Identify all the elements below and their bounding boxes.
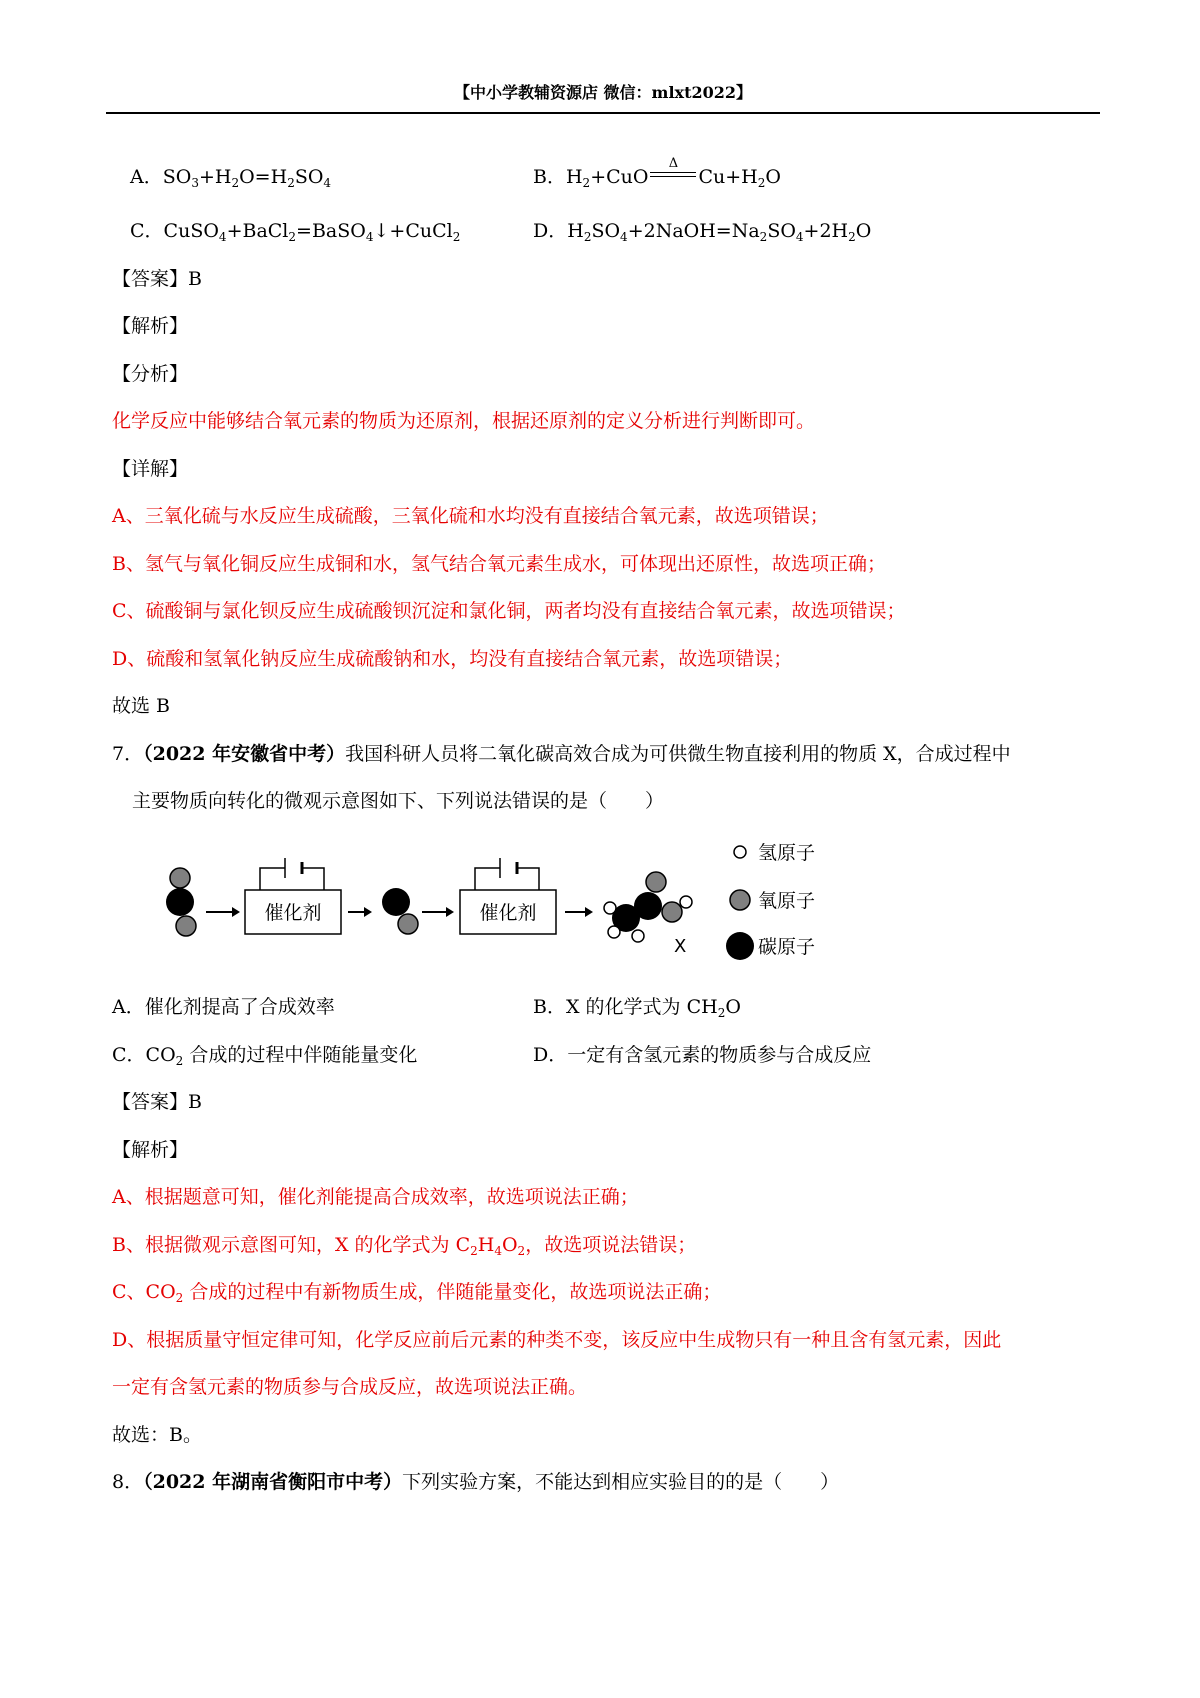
q7-detail-b: B、根据微观示意图可知，X 的化学式为 $C_2H_4O_2$，故选项说法错误； <box>112 1234 697 1258</box>
q7-analysis-tag: 【解析】 <box>112 1139 189 1161</box>
co2-molecule-icon <box>166 868 196 936</box>
q7-option-d: D．一定有含氢元素的物质参与合成反应 <box>533 1044 872 1066</box>
legend-carbon-label: 碳原子 <box>758 936 816 958</box>
product-x-label: X <box>674 936 687 957</box>
catalyst-box-1 <box>245 858 341 934</box>
q7-option-b: B．X 的化学式为 $CH_2O$ <box>533 996 741 1020</box>
oxygen-atom <box>398 914 418 934</box>
arrow-3-icon <box>422 907 454 917</box>
co-molecule-icon <box>382 888 418 934</box>
catalyst-label-2: 催化剂 <box>479 902 537 924</box>
arrow-2-icon <box>348 907 372 917</box>
q7-answer: 【答案】B <box>112 1091 202 1113</box>
hydrogen-atom <box>680 896 692 908</box>
legend-hydrogen-label: 氢原子 <box>758 842 816 864</box>
q6-analysis-tag: 【解析】 <box>112 315 189 337</box>
oxygen-atom <box>646 872 666 892</box>
q7-stem-line2: 主要物质向转化的微观示意图如下、下列说法错误的是（ ） <box>132 790 665 812</box>
carbon-atom <box>166 888 194 916</box>
page-header: 【中小学教辅资源店 微信：mlxt2022】 <box>106 84 1100 114</box>
q7-detail-a: A、根据题意可知，催化剂能提高合成效率，故选项说法正确； <box>112 1186 639 1208</box>
hydrogen-atom <box>608 926 620 938</box>
q6-option-d: D．$H_2SO_4+2NaOH=Na_2SO_4+2H_2O$ <box>533 220 872 244</box>
legend-hydrogen-icon <box>734 846 746 858</box>
q8-stem: 8．（2022 年湖南省衡阳市中考）下列实验方案，不能达到相应实验目的的是（ ） <box>112 1471 840 1493</box>
diagram-legend <box>726 842 815 960</box>
q7-conclusion: 故选：B。 <box>112 1424 202 1446</box>
hydrogen-atom <box>632 930 644 942</box>
q6-option-b: B．$H_2+CuO$ Δ $Cu+H_2O$ <box>533 156 781 190</box>
q6-detail-a: A、三氧化硫与水反应生成硫酸，三氧化硫和水均没有直接结合氧元素，故选项错误； <box>112 505 829 527</box>
q7-option-c: C．$CO_2$ 合成的过程中伴随能量变化 <box>112 1044 418 1068</box>
oxygen-atom <box>176 916 196 936</box>
q7-detail-c: C、$CO_2$ 合成的过程中有新物质生成，伴随能量变化，故选项说法正确； <box>112 1281 722 1305</box>
carbon-atom <box>382 888 410 916</box>
arrow-4-icon <box>565 907 593 917</box>
legend-carbon-icon <box>726 932 754 960</box>
oxygen-atom <box>662 902 682 922</box>
product-x-molecule-icon <box>604 872 692 957</box>
q6-answer: 【答案】B <box>112 268 202 290</box>
q6-fenxi-text: 化学反应中能够结合氧元素的物质为还原剂，根据还原剂的定义分析进行判断即可。 <box>112 410 816 432</box>
q7-detail-d-line1: D、根据质量守恒定律可知，化学反应前后元素的种类不变，该反应中生成物只有一种且含有氢元素，因此 <box>112 1329 1002 1351</box>
hydrogen-atom <box>604 902 616 914</box>
q6-detail-tag: 【详解】 <box>112 458 189 480</box>
q6-option-c: C．CuSO$_4$+BaCl$_2$=BaSO$_4$↓+CuCl$_2$ <box>130 220 461 244</box>
legend-oxygen-label: 氧原子 <box>758 890 816 912</box>
q7-stem-line1: 7．（2022 年安徽省中考）我国科研人员将二氧化碳高效合成为可供微生物直接利用的物质 X，合成过程中 <box>112 743 1011 765</box>
catalyst-box-2 <box>460 858 556 934</box>
q6-detail-c: C、硫酸铜与氯化钡反应生成硫酸钡沉淀和氯化铜，两者均没有直接结合氧元素，故选项错误； <box>112 600 906 622</box>
q7-detail-d-line2: 一定有含氢元素的物质参与合成反应，故选项说法正确。 <box>112 1376 588 1398</box>
q6-detail-d: D、硫酸和氢氧化钠反应生成硫酸钠和水，均没有直接结合氧元素，故选项错误； <box>112 648 793 670</box>
q7-micro-diagram <box>140 822 880 972</box>
arrow-1-icon <box>206 907 240 917</box>
q7-option-a: A．催化剂提高了合成效率 <box>112 996 335 1018</box>
q6-fenxi-tag: 【分析】 <box>112 363 189 385</box>
q6-conclusion: 故选 B <box>112 695 171 717</box>
catalyst-label-1: 催化剂 <box>264 902 322 924</box>
legend-oxygen-icon <box>730 890 750 910</box>
heating-condition-sign: Δ <box>650 165 696 185</box>
q6-option-a: A．$SO_3+H_2O=H_2SO_4$ <box>130 166 332 190</box>
q6-detail-b: B、氢气与氧化铜反应生成铜和水，氢气结合氧元素生成水，可体现出还原性，故选项正确； <box>112 553 886 575</box>
oxygen-atom <box>170 868 190 888</box>
